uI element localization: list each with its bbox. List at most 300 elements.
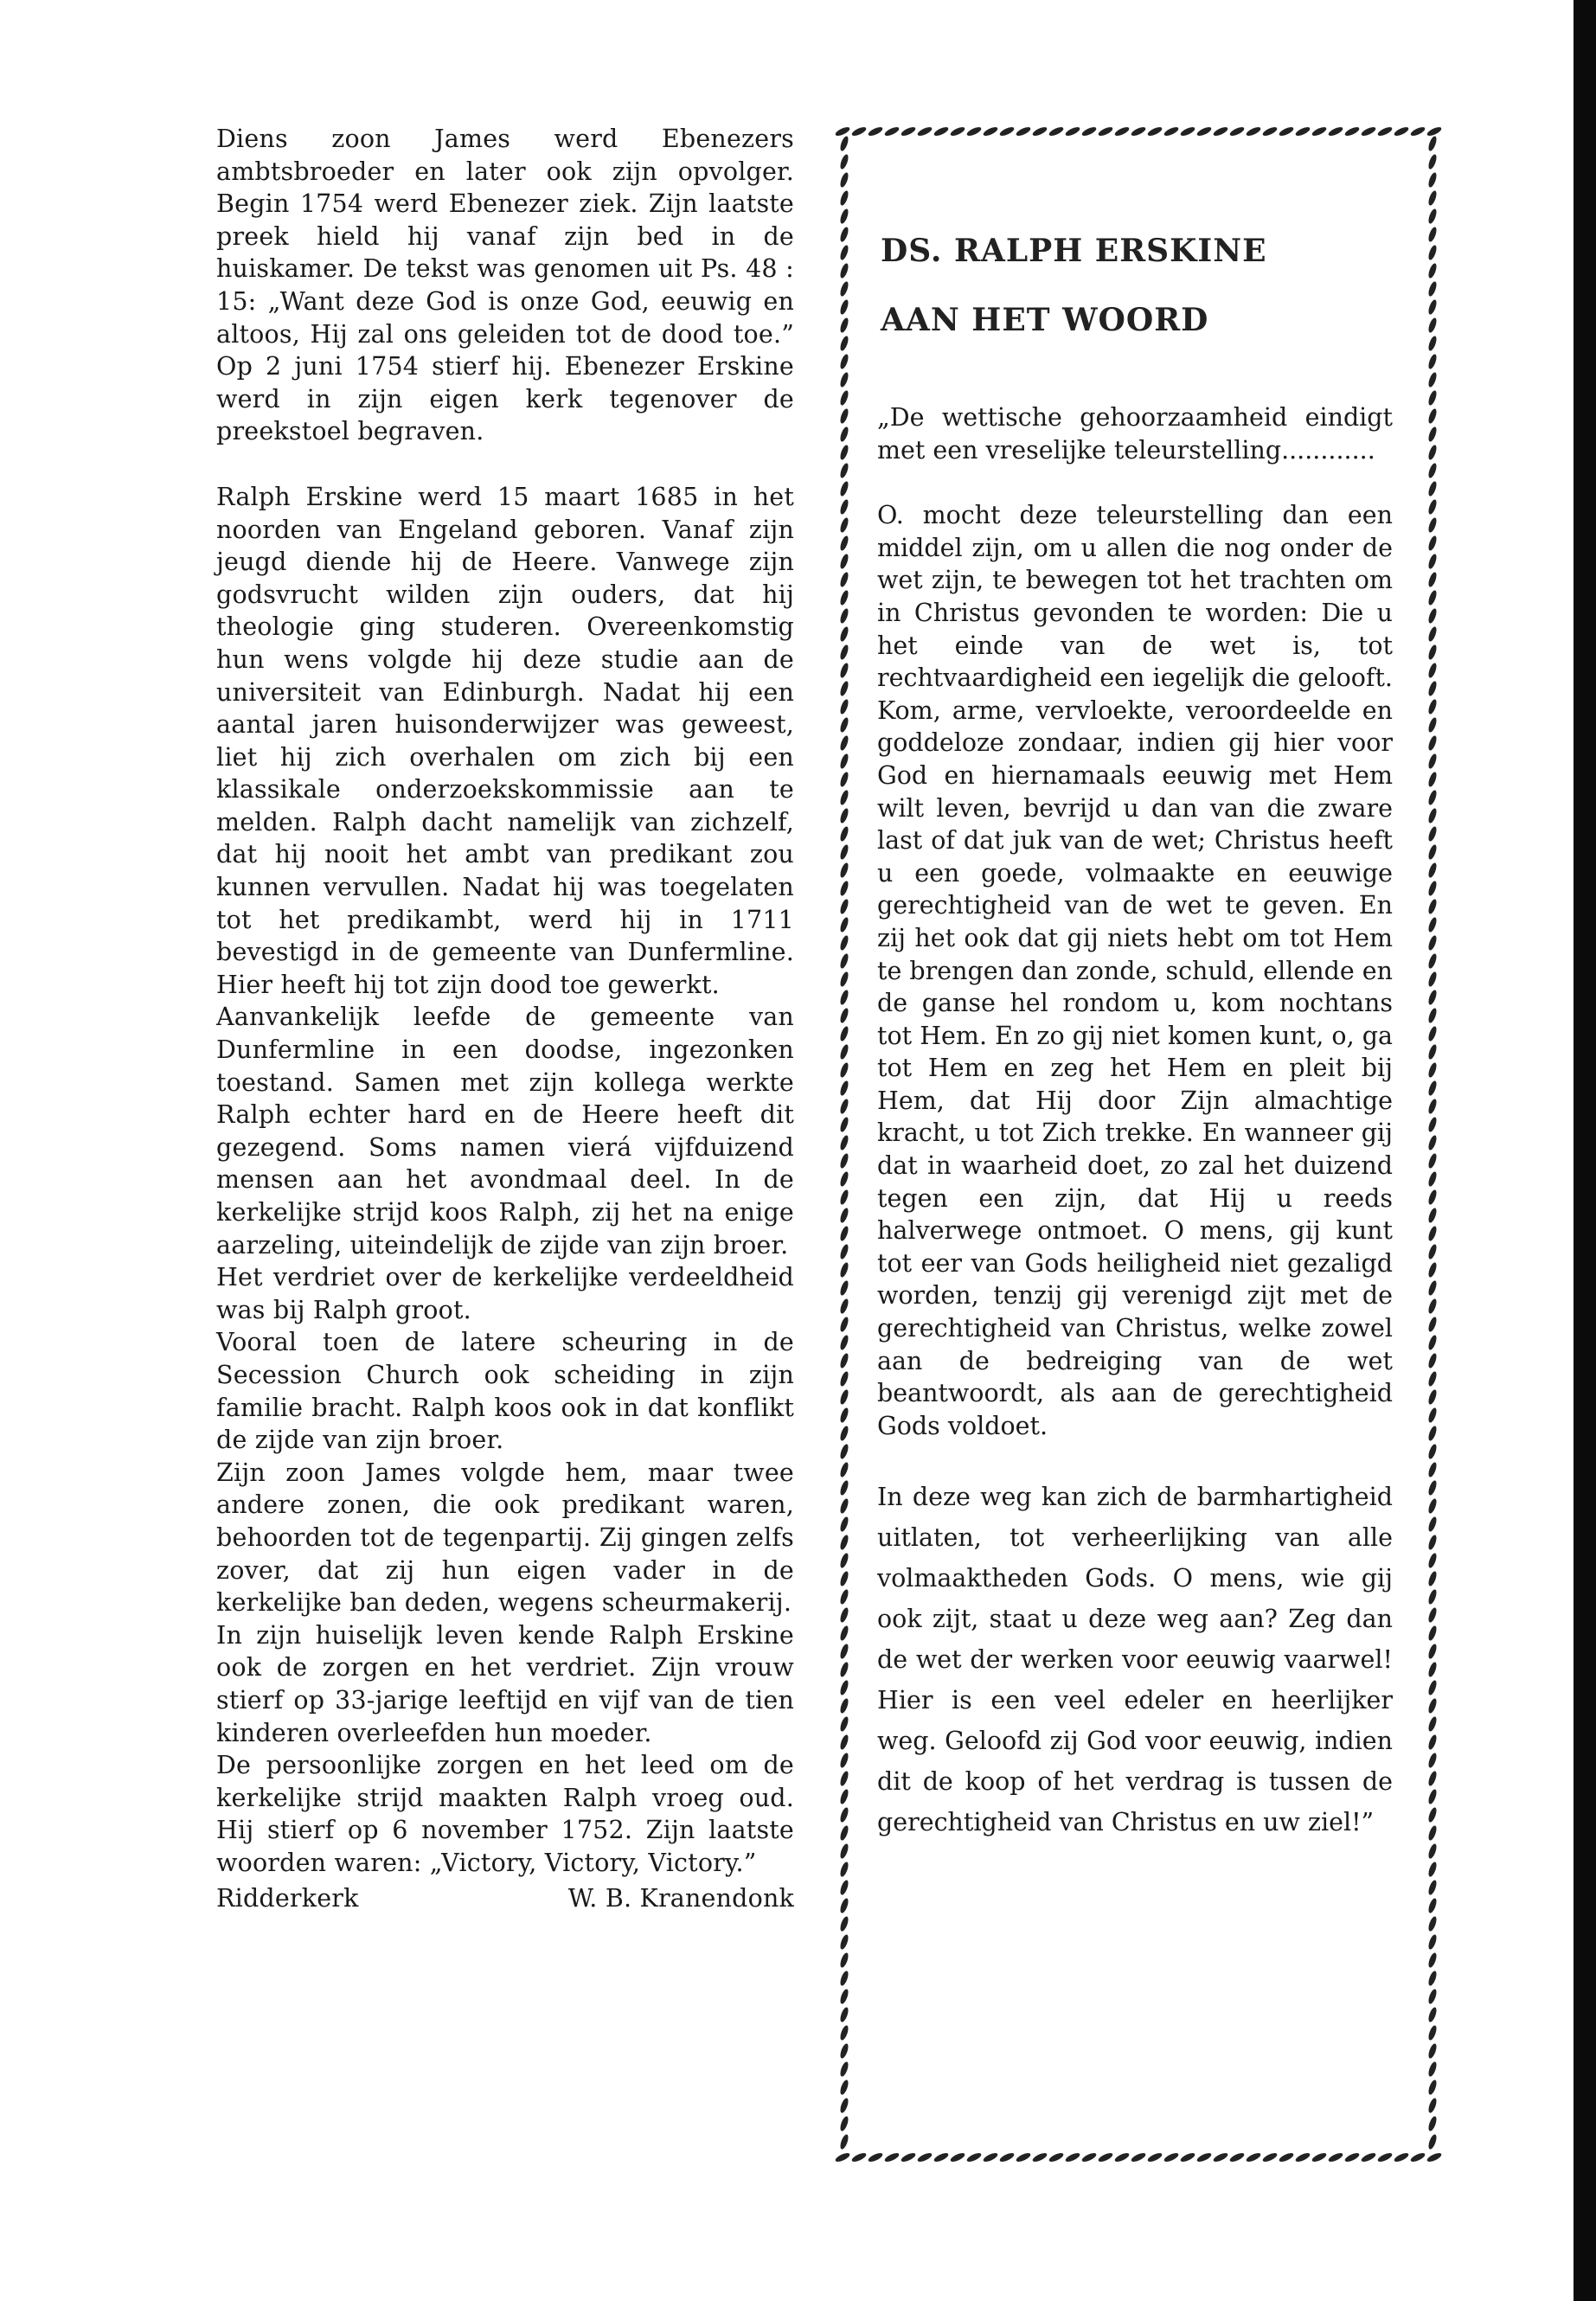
border-rope-link — [1427, 807, 1439, 824]
border-rope-link — [839, 1261, 850, 1278]
border-rope-link — [1393, 2151, 1409, 2163]
box-title — [881, 216, 1400, 355]
border-rope-link — [1427, 680, 1439, 696]
box-body — [877, 401, 1393, 1843]
border-rope-link — [839, 2006, 850, 2022]
border-rope-link — [839, 1570, 850, 1586]
border-rope-link — [839, 862, 850, 878]
border-rope-link — [839, 1606, 850, 1623]
border-rope-link — [839, 1625, 850, 1641]
border-rope-link — [839, 1061, 850, 1078]
border-rope-link — [1427, 1516, 1439, 1532]
border-rope-link — [1427, 1897, 1439, 1913]
border-rope-link — [839, 444, 850, 460]
quote-box — [836, 123, 1441, 2166]
border-rope-link — [1427, 389, 1439, 406]
border-rope-link — [1427, 989, 1439, 1005]
border-rope-link — [839, 1479, 850, 1496]
border-rope-link — [839, 1152, 850, 1169]
border-rope-link — [1015, 125, 1031, 138]
border-rope-link — [839, 208, 850, 224]
border-rope-link — [1427, 2115, 1439, 2131]
border-rope-link — [1048, 2151, 1064, 2163]
left-column-article — [216, 123, 794, 1915]
border-rope-link — [1427, 480, 1439, 497]
border-rope-link — [1261, 125, 1278, 138]
box-title-line-1: DS. RALPH ERSKINE — [881, 233, 1267, 269]
paragraph-ebenezer-death: Diens zoon James werd Ebenezers ambtsbroeder en later ook zijn opvolger. Begin 1754 werd Ebenezer ziek. Zijn laatste preek hield hij vanaf zijn bed in de huiskamer. De tekst was genomen uit Ps. 48 : 15: „Want deze God is onze God, eeuwig en altoos, Hij zal ons geleiden tot de dood toe.” Op 2 juni 1754 stierf hij. Ebenezer Erskine werd in zijn eigen kerk tegenover de preekstoel begraven. — [216, 125, 794, 446]
border-rope-link — [839, 298, 850, 315]
border-rope-link — [1427, 862, 1439, 878]
border-rope-link — [839, 1370, 850, 1387]
border-rope-link — [1064, 2151, 1080, 2163]
border-rope-link — [1343, 125, 1360, 138]
border-rope-link — [839, 1770, 850, 1786]
border-rope-link — [839, 1915, 850, 1932]
border-rope-link — [839, 843, 850, 860]
border-rope-link — [900, 2151, 916, 2163]
border-rope-link — [839, 189, 850, 206]
border-rope-link — [1261, 2151, 1278, 2163]
border-rope-link — [1427, 716, 1439, 733]
border-rope-link — [839, 1116, 850, 1132]
border-rope-link — [1427, 1915, 1439, 1932]
border-rope-link — [1427, 789, 1439, 805]
border-rope-link — [1427, 1661, 1439, 1677]
border-rope-link — [1179, 125, 1195, 138]
border-rope-link — [1146, 2151, 1163, 2163]
paragraph-scheuring: Vooral toen de latere scheuring in de Secession Church ook scheiding in zijn familie bracht. Ralph koos ook in dat konflikt de zijde van zijn broer. — [216, 1328, 794, 1455]
border-rope-link — [1427, 1788, 1439, 1804]
border-rope-link — [1427, 1879, 1439, 1895]
border-rope-link — [900, 125, 916, 138]
border-rope-link — [839, 1425, 850, 1441]
border-rope-link — [1427, 589, 1439, 606]
border-rope-link — [839, 317, 850, 333]
border-rope-link — [839, 1243, 850, 1259]
border-rope-link — [1311, 125, 1327, 138]
border-rope-link — [839, 1952, 850, 1968]
border-rope-link — [1427, 444, 1439, 460]
border-rope-link — [1212, 125, 1228, 138]
border-rope-link — [1427, 1243, 1439, 1259]
signature-author: W. B. Kranendonk — [567, 1884, 794, 1913]
border-rope-link — [839, 2115, 850, 2131]
border-rope-link — [839, 1788, 850, 1804]
border-rope-link — [839, 535, 850, 551]
border-rope-link — [1427, 625, 1439, 642]
border-rope-link — [1427, 153, 1439, 170]
border-rope-link — [839, 1879, 850, 1895]
border-rope-link — [1080, 2151, 1097, 2163]
border-rope-link — [1427, 898, 1439, 914]
border-rope-link — [1245, 2151, 1261, 2163]
border-rope-link — [839, 807, 850, 824]
border-rope-link — [839, 1443, 850, 1459]
border-rope-link — [933, 125, 949, 138]
border-rope-link — [1343, 2151, 1360, 2163]
border-rope-link — [982, 125, 998, 138]
border-rope-link — [1427, 880, 1439, 896]
border-rope-link — [1294, 2151, 1311, 2163]
box-title-line-2: AAN HET WOORD — [881, 302, 1209, 338]
border-rope-link — [839, 1588, 850, 1605]
border-rope-link — [839, 1352, 850, 1368]
border-rope-link — [1427, 971, 1439, 987]
border-rope-link — [1427, 135, 1439, 151]
border-rope-link — [839, 389, 850, 406]
border-rope-link — [1360, 125, 1376, 138]
border-rope-link — [839, 971, 850, 987]
border-rope-link — [839, 644, 850, 660]
border-rope-link — [1327, 125, 1343, 138]
border-rope-link — [1427, 2061, 1439, 2077]
border-rope-link — [850, 125, 867, 138]
border-rope-link — [839, 625, 850, 642]
border-rope-link — [1427, 1570, 1439, 1586]
border-rope-link — [839, 1298, 850, 1314]
border-rope-link — [916, 2151, 933, 2163]
border-rope-link — [1427, 498, 1439, 515]
border-rope-link — [1427, 1824, 1439, 1841]
border-rope-link — [1427, 734, 1439, 751]
border-rope-link — [1427, 1770, 1439, 1786]
border-rope-link — [1427, 1933, 1439, 1950]
border-rope-link — [1426, 2151, 1442, 2163]
border-rope-link — [839, 2024, 850, 2041]
border-rope-link — [839, 1407, 850, 1423]
paragraph-laatste-woorden: De persoonlijke zorgen en het leed om de kerkelijke strijd maakten Ralph vroeg oud. Hij stierf op 6 november 1752. Zijn laatste woorden waren: „Victory, Victory, Victory.” — [216, 1751, 794, 1877]
border-rope-link — [949, 125, 965, 138]
border-rope-link — [839, 1970, 850, 1986]
box-paragraph-teleurstelling: O. mocht deze teleurstelling dan een middel zijn, om u allen die nog onder de wet zijn, te bewegen tot het trachten om in Christus gevonden te worden: Die u het einde van de wet is, tot rechtvaardigheid een iegelijk die gelooft. Kom, arme, vervloekte, veroordeelde en goddeloze zondaar, indien gij hier voor God en hiernamaals eeuwig met Hem wilt leven, bevrijd u dan van die zware last of dat juk van de wet; Christus heeft u een goede, volmaakte en eeuwige gerechtigheid van de wet te geven. En zij het ook dat gij niets hebt om tot Hem te brengen dan zonde, schuld, ellende en de ganse hel rondom u, kom nochtans tot Hem. En zo gij niet komen kunt, o, ga tot Hem en zeg het Hem en pleit bij Hem, dat Hij door Zijn almachtige kracht, u tot Zich trekke. En wanneer gij dat in waarheid doet, zo zal het duizend tegen een zijn, dat Hij u reeds halverwege ontmoet. O mens, gij kunt tot eer van Gods heiligheid niet gezaligd worden, tenzij gij verenigd zijt met de gerechtigheid van Christus, welke zowel aan de bedreiging van de wet beantwoordt, als aan de gerechtigheid Gods voldoet. — [877, 501, 1393, 1440]
border-rope-link — [867, 2151, 883, 2163]
border-rope-link — [1064, 125, 1080, 138]
border-rope-link — [839, 353, 850, 369]
border-rope-link — [1427, 535, 1439, 551]
border-rope-link — [1427, 189, 1439, 206]
border-rope-link — [839, 1824, 850, 1841]
border-rope-link — [839, 1643, 850, 1659]
border-rope-link — [1427, 1225, 1439, 1241]
border-rope-link — [1427, 662, 1439, 678]
border-rope-link — [1427, 1643, 1439, 1659]
border-rope-link — [839, 1697, 850, 1714]
border-rope-link — [1376, 125, 1393, 138]
border-rope-link — [1427, 1116, 1439, 1132]
border-rope-link — [1393, 125, 1409, 138]
border-rope-link — [1360, 2151, 1376, 2163]
border-rope-link — [839, 1388, 850, 1405]
border-rope-link — [1113, 2151, 1130, 2163]
border-rope-link — [839, 244, 850, 260]
border-rope-link — [1427, 1606, 1439, 1623]
signature-line — [216, 1882, 794, 1915]
border-rope-link — [839, 226, 850, 242]
border-rope-link — [1195, 2151, 1212, 2163]
border-rope-link — [1427, 1843, 1439, 1859]
border-rope-link — [1427, 516, 1439, 533]
border-rope-link — [839, 1025, 850, 1042]
border-rope-link — [839, 898, 850, 914]
border-rope-link — [1427, 1007, 1439, 1023]
border-rope-link — [839, 1552, 850, 1568]
border-rope-link — [1427, 1970, 1439, 1986]
border-rope-link — [839, 1334, 850, 1350]
border-rope-link — [1245, 125, 1261, 138]
border-rope-link — [1427, 1261, 1439, 1278]
box-paragraph-intro: „De wettische gehoorzaamheid eindigt met een vreselijke teleurstelling............ — [877, 403, 1393, 465]
border-rope-link — [965, 2151, 982, 2163]
border-rope-link — [839, 952, 850, 969]
border-rope-link — [1163, 125, 1179, 138]
border-rope-link — [1113, 125, 1130, 138]
border-rope-link — [1427, 226, 1439, 242]
border-rope-link — [1427, 934, 1439, 951]
border-rope-link — [1327, 2151, 1343, 2163]
border-rope-link — [1179, 2151, 1195, 2163]
border-rope-link — [839, 1098, 850, 1114]
paragraph-ralph-birth: Ralph Erskine werd 15 maart 1685 in het noorden van Engeland geboren. Vanaf zijn jeugd diende hij de Heere. Vanwege zijn godsvrucht wilden zijn ouders, dat hij theologie ging studeren. Overeenkomstig hun wens volgde hij deze studie aan de universiteit van Edinburgh. Nadat hij een aantal jaren huisonderwijzer was geweest, liet hij zich overhalen om zich bij een klassikale onderzoekskommissie aan te melden. Ralph dacht namelijk van zichzelf, dat hij nooit het ambt van predikant zou kunnen vervullen. Nadat hij was toegelaten tot het predikambt, werd hij in 1711 bevestigd in de gemeente van Dunfermline. Hier heeft hij tot zijn dood toe gewerkt. — [216, 482, 794, 999]
border-rope-link — [1427, 262, 1439, 279]
border-rope-link — [839, 1715, 850, 1732]
border-rope-link — [1427, 462, 1439, 478]
border-rope-link — [949, 2151, 965, 2163]
border-rope-link — [839, 1734, 850, 1750]
border-rope-link — [1427, 1952, 1439, 1968]
border-rope-link — [867, 125, 883, 138]
border-rope-link — [839, 2079, 850, 2095]
border-rope-link — [1427, 1134, 1439, 1150]
border-rope-link — [1427, 1207, 1439, 1223]
border-rope-link — [1427, 1025, 1439, 1042]
border-rope-link — [839, 880, 850, 896]
border-rope-link — [839, 1933, 850, 1950]
border-rope-link — [839, 1516, 850, 1532]
border-rope-link — [839, 1806, 850, 1823]
border-rope-link — [839, 1189, 850, 1205]
border-rope-link — [839, 1843, 850, 1859]
border-rope-link — [1427, 208, 1439, 224]
border-rope-link — [1427, 2079, 1439, 2095]
border-rope-link — [1427, 244, 1439, 260]
border-rope-link — [839, 407, 850, 424]
border-rope-link — [1427, 2133, 1439, 2150]
border-rope-link — [839, 480, 850, 497]
border-rope-link — [839, 553, 850, 569]
border-rope-link — [883, 2151, 900, 2163]
border-rope-link — [1427, 1806, 1439, 1823]
border-rope-link — [839, 516, 850, 533]
border-rope-link — [1409, 125, 1426, 138]
border-rope-link — [1427, 335, 1439, 351]
border-rope-link — [839, 1279, 850, 1296]
border-rope-link — [839, 1043, 850, 1060]
border-rope-link — [916, 125, 933, 138]
border-rope-link — [1427, 1043, 1439, 1060]
border-rope-link — [839, 662, 850, 678]
border-rope-link — [1427, 1425, 1439, 1441]
border-rope-link — [839, 916, 850, 933]
border-rope-link — [1427, 2006, 1439, 2022]
border-rope-link — [839, 825, 850, 842]
border-rope-link — [1427, 1388, 1439, 1405]
border-rope-link — [1427, 607, 1439, 624]
border-rope-link — [839, 498, 850, 515]
border-rope-link — [1130, 125, 1146, 138]
border-rope-link — [998, 125, 1015, 138]
border-rope-link — [839, 135, 850, 151]
border-rope-link — [1048, 125, 1064, 138]
border-rope-link — [839, 426, 850, 442]
border-rope-link — [1097, 2151, 1113, 2163]
border-rope-link — [839, 2133, 850, 2150]
border-rope-link — [839, 680, 850, 696]
border-rope-link — [965, 125, 982, 138]
border-rope-link — [1427, 1534, 1439, 1550]
border-rope-link — [839, 734, 850, 751]
border-rope-link — [839, 1080, 850, 1096]
border-rope-link — [1195, 125, 1212, 138]
border-rope-link — [839, 698, 850, 715]
border-rope-link — [933, 2151, 949, 2163]
border-rope-link — [1427, 1352, 1439, 1368]
border-rope-link — [1311, 2151, 1327, 2163]
border-rope-link — [1031, 125, 1048, 138]
border-rope-link — [839, 462, 850, 478]
border-rope-link — [982, 2151, 998, 2163]
border-rope-link — [1278, 2151, 1294, 2163]
border-rope-link — [839, 1207, 850, 1223]
border-rope-link — [1427, 916, 1439, 933]
border-rope-link — [1427, 843, 1439, 860]
border-rope-link — [1427, 1625, 1439, 1641]
border-rope-link — [1427, 825, 1439, 842]
border-rope-link — [1015, 2151, 1031, 2163]
border-rope-link — [1427, 753, 1439, 769]
border-rope-link — [1409, 2151, 1426, 2163]
border-rope-link — [839, 2097, 850, 2113]
border-rope-link — [1427, 1497, 1439, 1514]
border-rope-link — [1427, 1461, 1439, 1477]
border-rope-link — [998, 2151, 1015, 2163]
border-rope-link — [839, 1497, 850, 1514]
border-rope-link — [1212, 2151, 1228, 2163]
border-rope-link — [1427, 644, 1439, 660]
border-rope-link — [839, 771, 850, 787]
border-rope-link — [1080, 125, 1097, 138]
border-rope-link — [1427, 553, 1439, 569]
border-rope-link — [1427, 1098, 1439, 1114]
paragraph-dunfermline: Aanvankelijk leefde de gemeente van Dunfermline in een doodse, ingezonken toestand. Samen met zijn kollega werkte Ralph echter hard en de Heere heeft dit gezegend. Soms namen vierá vijfduizend mensen aan het avondmaal deel. In de kerkelijke strijd koos Ralph, zij het na enige aarzeling, uiteindelijk de zijde van zijn broer. — [216, 1003, 794, 1259]
border-rope-link — [1427, 771, 1439, 787]
border-rope-link — [839, 934, 850, 951]
border-rope-link — [1097, 125, 1113, 138]
border-rope-link — [1427, 1080, 1439, 1096]
border-rope-link — [1427, 2042, 1439, 2059]
border-rope-link — [883, 125, 900, 138]
border-rope-link — [839, 1170, 850, 1187]
paragraph-zonen: Zijn zoon James volgde hem, maar twee andere zonen, die ook predikant waren, behoorden tot de tegenpartij. Zij gingen zelfs zover, dat zij hun eigen vader in de kerkelijke ban deden, wegens scheurmakerij. — [216, 1458, 794, 1618]
border-rope-link — [1294, 125, 1311, 138]
border-rope-link — [1427, 298, 1439, 315]
border-rope-link — [839, 153, 850, 170]
border-rope-link — [1427, 317, 1439, 333]
border-rope-link — [850, 2151, 867, 2163]
border-rope-link — [1427, 171, 1439, 188]
border-rope-link — [1427, 1279, 1439, 1296]
border-rope-link — [1130, 2151, 1146, 2163]
border-rope-link — [1427, 353, 1439, 369]
border-rope-link — [1427, 426, 1439, 442]
paragraph-verdriet: Het verdriet over de kerkelijke verdeeldheid was bij Ralph groot. — [216, 1263, 794, 1324]
border-rope-link — [839, 753, 850, 769]
border-rope-link — [839, 1661, 850, 1677]
border-rope-link — [839, 371, 850, 388]
border-rope-link — [839, 589, 850, 606]
border-rope-link — [839, 716, 850, 733]
border-rope-link — [1427, 1479, 1439, 1496]
border-rope-link — [1427, 1316, 1439, 1332]
border-rope-link — [1031, 2151, 1048, 2163]
border-rope-link — [1427, 1370, 1439, 1387]
border-rope-link — [1376, 2151, 1393, 2163]
border-rope-link — [834, 2151, 850, 2163]
border-rope-link — [1427, 2097, 1439, 2113]
box-paragraph-barmhartigheid: In deze weg kan zich de barmhartigheid uitlaten, tot verheerlijking van alle volmaaktheden Gods. O mens, wie gij ook zijt, staat u deze weg aan? Zeg dan de wet der werken voor eeuwig vaarwel! Hier is een veel edeler en heerlijker weg. Geloofd zij God voor eeuwig, indien dit de koop of het verdrag is tussen de gerechtigheid van Christus en uw ziel!” — [877, 1483, 1393, 1837]
border-rope-link — [1278, 125, 1294, 138]
scan-edge-bar — [1574, 0, 1596, 2301]
border-rope-link — [839, 1897, 850, 1913]
border-rope-link — [839, 607, 850, 624]
border-rope-link — [839, 1225, 850, 1241]
border-rope-link — [839, 1679, 850, 1695]
border-rope-link — [839, 2061, 850, 2077]
border-rope-link — [1427, 1298, 1439, 1314]
border-rope-link — [1427, 1552, 1439, 1568]
border-rope-link — [839, 571, 850, 587]
border-rope-link — [839, 1007, 850, 1023]
border-rope-link — [1146, 125, 1163, 138]
border-rope-link — [1427, 2024, 1439, 2041]
border-rope-link — [1427, 407, 1439, 424]
border-rope-link — [1427, 698, 1439, 715]
border-rope-link — [1427, 1988, 1439, 2004]
border-rope-link — [839, 262, 850, 279]
border-rope-link — [839, 1316, 850, 1332]
border-rope-link — [839, 789, 850, 805]
border-rope-link — [1427, 1861, 1439, 1877]
border-rope-link — [1427, 1334, 1439, 1350]
border-rope-link — [1427, 371, 1439, 388]
border-rope-link — [1228, 125, 1245, 138]
border-rope-link — [1427, 280, 1439, 297]
border-rope-link — [839, 989, 850, 1005]
border-rope-link — [839, 335, 850, 351]
border-rope-link — [1427, 1697, 1439, 1714]
border-rope-link — [1427, 1061, 1439, 1078]
border-rope-link — [839, 1988, 850, 2004]
border-rope-link — [839, 1752, 850, 1768]
border-rope-link — [1427, 1752, 1439, 1768]
border-rope-link — [1427, 571, 1439, 587]
border-rope-link — [1427, 1407, 1439, 1423]
border-rope-link — [834, 125, 850, 138]
signature-place: Ridderkerk — [216, 1884, 359, 1913]
border-rope-link — [839, 1134, 850, 1150]
border-rope-link — [1426, 125, 1442, 138]
border-rope-link — [839, 2042, 850, 2059]
